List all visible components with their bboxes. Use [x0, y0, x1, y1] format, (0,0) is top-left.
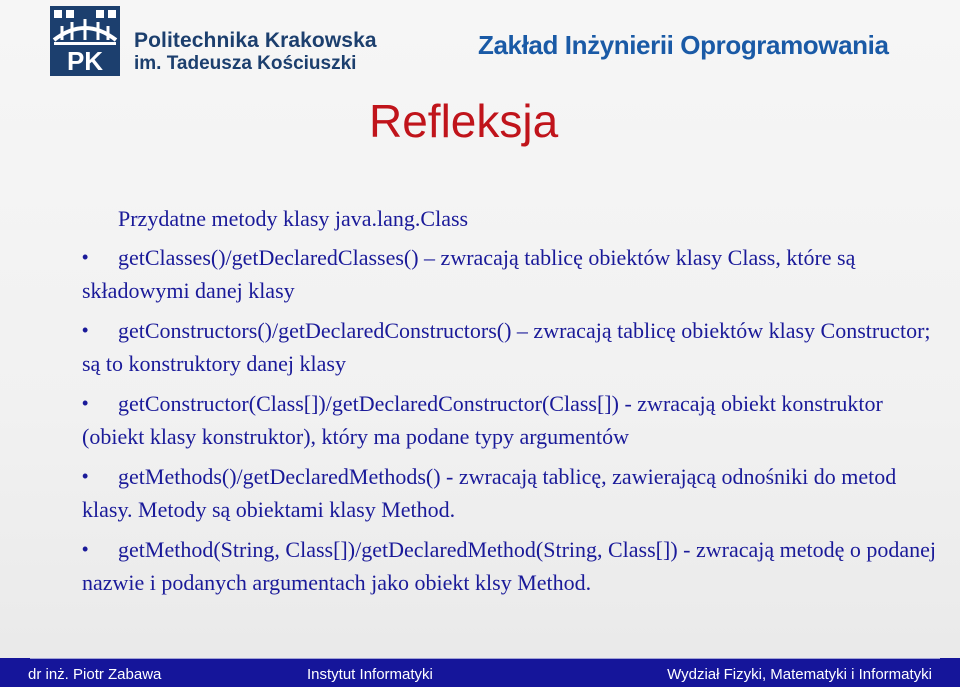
bullet-item: [82, 387, 942, 453]
footer-bar: [0, 658, 960, 687]
university-logo: [50, 6, 410, 78]
footer-author: dr inż. Piotr Zabawa: [28, 666, 162, 683]
footer-institute: Instytut Informatyki: [307, 666, 433, 683]
logo-text: [134, 29, 377, 75]
bullet-item: [82, 241, 942, 307]
footer-faculty: Wydział Fizyki, Matematyki i Informatyki: [667, 666, 932, 683]
bullet-item: [82, 314, 942, 380]
bullet-text: getMethod(String, Class[])/getDeclaredMethod(String, Class[]) - zwracają metodę o podanej nazwie i podanych argumentach jako obiekt klsy Method.: [82, 537, 937, 595]
slide-title: Refleksja: [369, 95, 559, 147]
bullet-icon: •: [82, 247, 89, 267]
intro-text: Przydatne metody klasy java.lang.Class: [118, 206, 469, 231]
department-name: Zakład Inżynierii Oprogramowania: [478, 30, 889, 60]
bullet-list: [82, 241, 942, 599]
university-crest-icon: [50, 6, 120, 76]
bullet-item: [82, 460, 942, 526]
footer-divider: [30, 658, 940, 659]
logo-university-patron: im. Tadeusza Kościuszki: [134, 53, 357, 74]
bullet-icon: •: [82, 393, 89, 413]
crest-letters: PK: [66, 46, 104, 76]
bullet-text: getClasses()/getDeclaredClasses() – zwracają tablicę obiektów klasy Class, które są składowymi danej klasy: [82, 245, 856, 303]
bullet-item: [82, 533, 942, 599]
bullet-text: getConstructor(Class[])/getDeclaredConstructor(Class[]) - zwracają obiekt konstruktor (obiekt klasy konstruktor), który ma podane typy argumentów: [82, 391, 883, 449]
logo-university-name: Politechnika Krakowska: [134, 29, 377, 52]
bullet-icon: •: [82, 539, 89, 559]
bullet-icon: •: [82, 320, 89, 340]
slide-content: [82, 202, 942, 606]
bullet-text: getConstructors()/getDeclaredConstructors() – zwracają tablicę obiektów klasy Constructor; są to konstruktory danej klasy: [82, 318, 931, 376]
bullet-icon: •: [82, 466, 89, 486]
bullet-text: getMethods()/getDeclaredMethods() - zwracają tablicę, zawierającą odnośniki do metod klasy. Metody są obiektami klasy Method.: [82, 464, 897, 522]
